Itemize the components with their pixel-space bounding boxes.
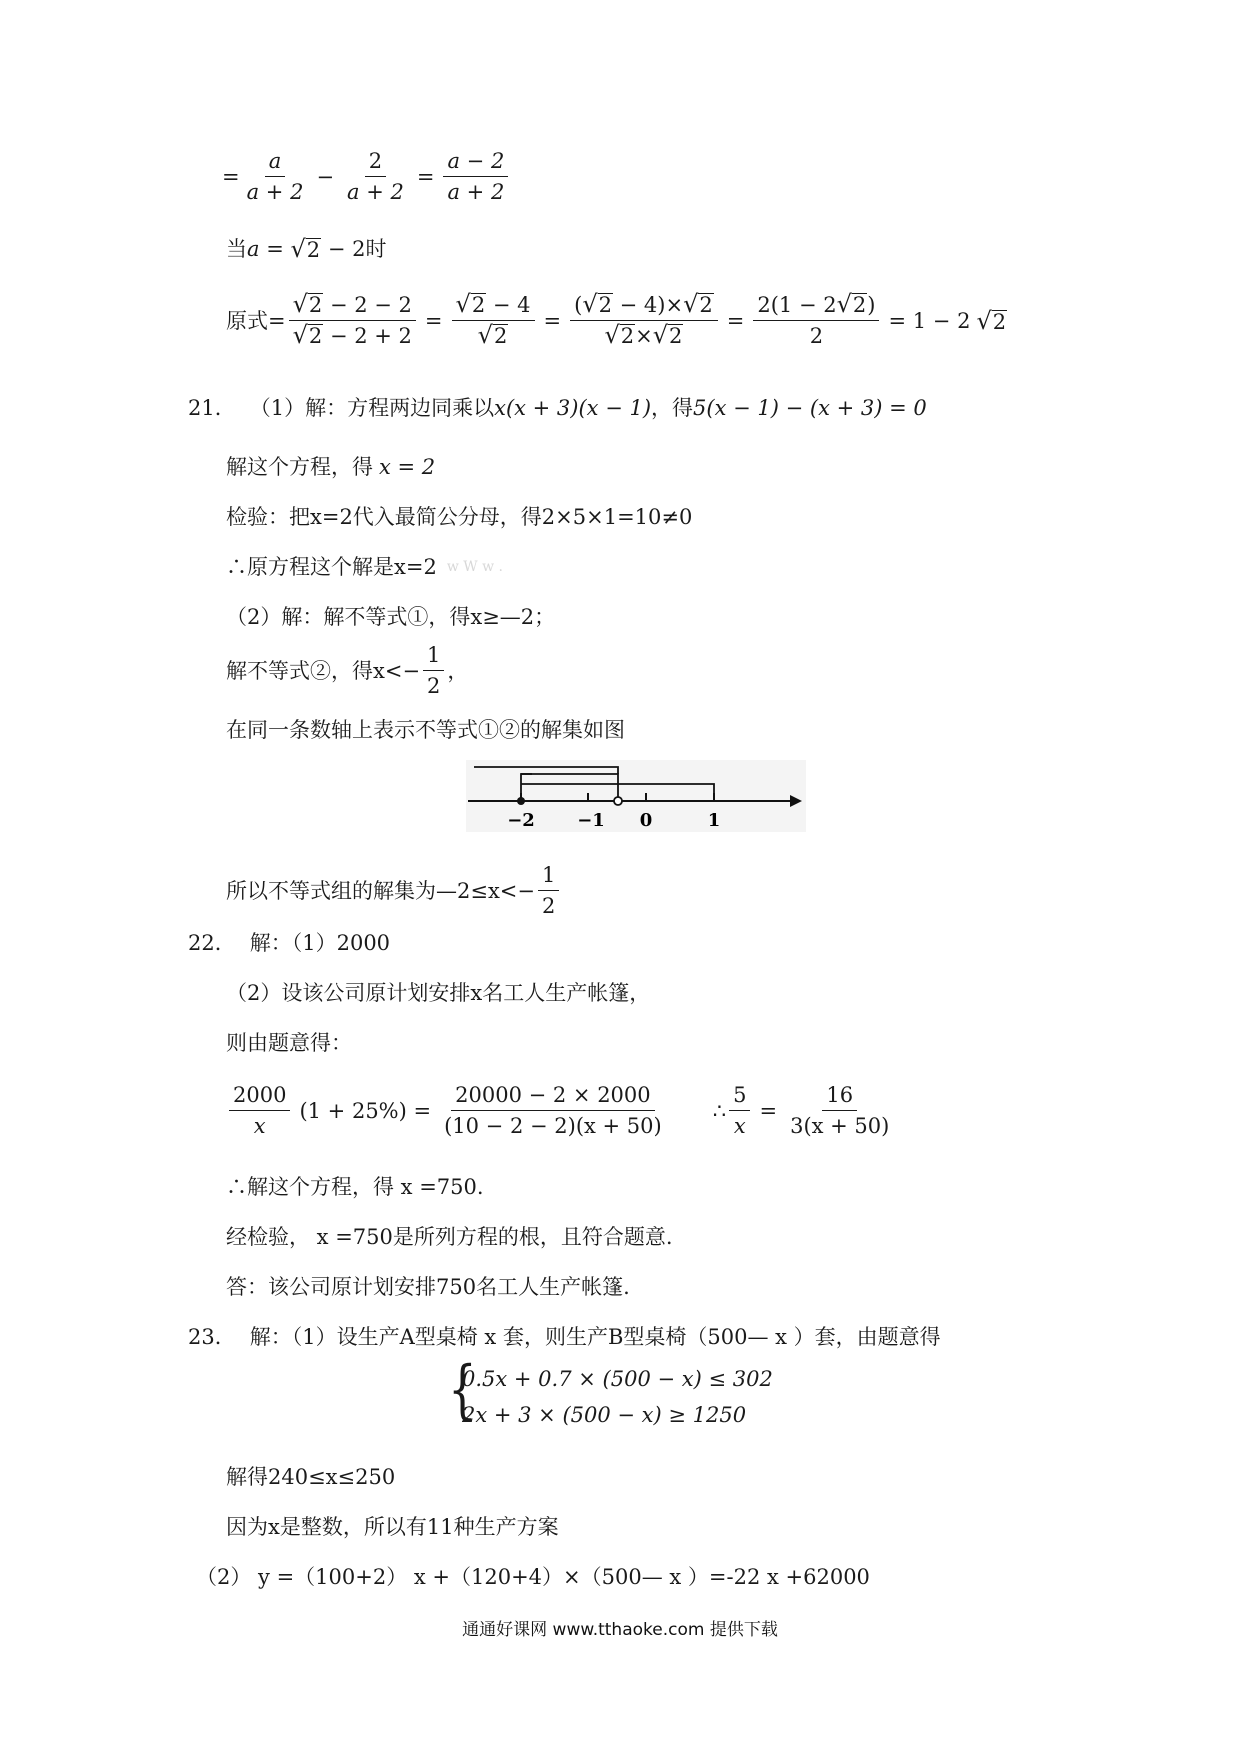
q21-axis-text: 在同一条数轴上表示不等式①②的解集如图 <box>226 718 625 742</box>
fraction: $\frac{1}{2}$ <box>423 642 444 699</box>
sqrt: √ 2 <box>976 306 1007 335</box>
q22-part1: 22． 解：（1）2000 <box>188 928 390 958</box>
fraction: √ 2 − 2 − 2 √ 2 − 2 + 2 <box>289 292 416 349</box>
q23-part2: （2） y =（100+2） x +（120+4）×（500— x ）=-22 x +62000 <box>196 1565 870 1589</box>
fraction: $\frac{2}{a + 2}$ <box>347 149 404 204</box>
question-number: 21． <box>188 396 236 420</box>
open-point <box>614 797 622 805</box>
q22-equation: $\frac{2000}{x}$ (1 + 25%) = $\frac{20000 - 2 \times 2000}{(10 - 2 - 2)(x + 50)}$ ∴ $\frac{5}{x}$ = $\frac{16}{3(x + 50)}$ <box>226 1082 896 1139</box>
faint-watermark: w W w . <box>446 559 503 575</box>
q22-part2: （2）设该公司原计划安排x名工人生产帐篷， <box>226 981 651 1005</box>
sqrt: √ 2 <box>290 235 321 263</box>
fraction: $\frac{a}{a + 2}$ <box>246 149 304 204</box>
page-footer: 通通好课网 www.tthaoke.com 提供下载 <box>462 1620 778 1640</box>
left-brace: { <box>448 1353 477 1427</box>
q21-conclusion: ∴原方程这个解是x=2 w W w . <box>226 552 503 582</box>
fraction: 2(1 − 2 √ 2 ) 2 <box>753 292 879 349</box>
math-line-3: 原式= √ 2 − 2 − 2 √ 2 − 2 + 2 = √ 2 − 4 √ 2 = ( √ 2 − 4)× √ 2 √ 2 × √ 2 = 2(1 − 2 √ 2 ) 2 = 1 − 2 √ 2 <box>226 290 1007 349</box>
closed-point <box>517 797 525 805</box>
fraction: $\frac{5}{x}$ <box>729 1082 750 1139</box>
tick-label: 1 <box>707 810 721 831</box>
q21-check: 检验：把x=2代入最简公分母，得2×5×1=10≠0 <box>226 505 693 529</box>
math-line-1: = $\frac{a}{a + 2}$ − $\frac{2}{a + 2}$ = $\frac{a - 2}{a + 2}$ <box>222 148 511 205</box>
q22-part3: 则由题意得： <box>226 1031 352 1055</box>
q22-answer: 答：该公司原计划安排750名工人生产帐篷. <box>226 1275 630 1299</box>
q23-range: 解得240≤x≤250 <box>226 1465 396 1489</box>
tick-label: 0 <box>639 810 653 831</box>
inequality-system: { 0.5x + 0.7 × (500 − x) ≤ 302 2x + 3 × (500 − x) ≥ 1250 <box>448 1353 773 1427</box>
fraction: $\frac{20000 - 2 \times 2000}{(10 - 2 - 2)(x + 50)}$ <box>444 1083 662 1138</box>
fraction: ( √ 2 − 4)× √ 2 √ 2 × √ 2 <box>570 292 718 349</box>
question-number: 23． <box>188 1325 236 1349</box>
number-line-figure <box>466 760 806 832</box>
tick-label: −1 <box>577 810 605 831</box>
q23-part1: 23． 解：（1）设生产A型桌椅 x 套，则生产B型桌椅（500— x ）套，由题意得 <box>188 1322 941 1352</box>
fraction: $\frac{2000}{x}$ <box>229 1082 290 1139</box>
fraction: √ 2 − 4 √ 2 <box>452 292 535 349</box>
q21-part1: 21． （1）解：方程两边同乘以 x(x + 3)(x − 1) ，得 5(x − 1) − (x + 3) = 0 <box>188 393 927 423</box>
q22-solve: ∴解这个方程，得 x =750. <box>226 1175 484 1199</box>
condition-line: 当 a = √ 2 − 2时 <box>226 235 387 263</box>
fraction: $\frac{1}{2}$ <box>538 862 559 919</box>
q21-part2: （2）解：解不等式①，得x≥—2； <box>226 605 556 629</box>
fraction: $\frac{16}{3(x + 50)}$ <box>790 1083 890 1138</box>
q22-check: 经检验， x =750是所列方程的根，且符合题意. <box>226 1225 673 1249</box>
q23-count: 因为x是整数，所以有11种生产方案 <box>226 1515 559 1539</box>
q21-ineq2: 解不等式②，得x<− $\frac{1}{2}$ ， <box>226 643 469 698</box>
q21-final: 所以不等式组的解集为—2≤x<− $\frac{1}{2}$ <box>226 862 562 919</box>
question-number: 22． <box>188 931 236 955</box>
tick-label: −2 <box>507 810 535 831</box>
fraction: $\frac{a - 2}{a + 2}$ <box>443 148 508 205</box>
q21-solve: 解这个方程，得 x = 2 <box>226 455 436 479</box>
